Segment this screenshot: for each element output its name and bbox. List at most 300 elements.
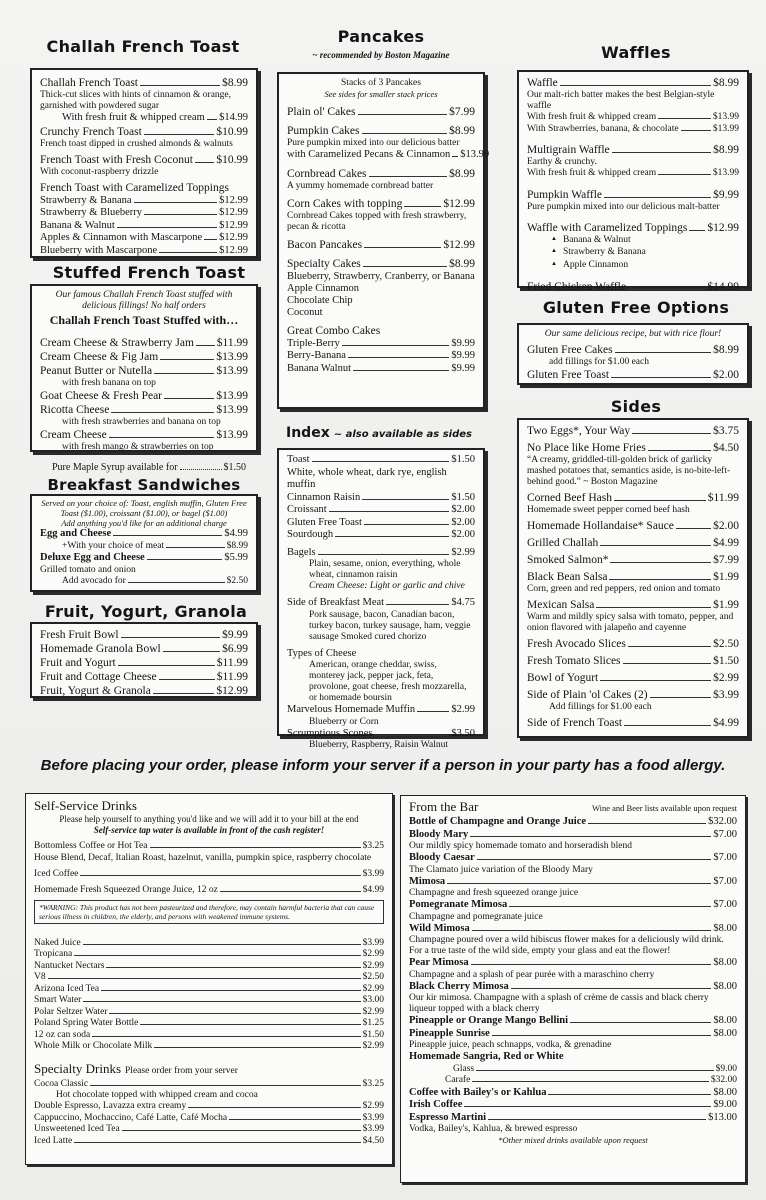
menu-item bbox=[40, 541, 248, 553]
menu-item bbox=[40, 684, 248, 698]
pancakes-box bbox=[277, 72, 490, 409]
dot-leader bbox=[548, 1094, 711, 1095]
menu-item bbox=[40, 153, 248, 167]
item-name: V8 bbox=[34, 972, 46, 982]
item-price: $2.99 bbox=[713, 672, 739, 684]
dot-leader bbox=[90, 1085, 361, 1086]
item-desc: A yummy homemade cornbread batter bbox=[287, 180, 434, 191]
item-name: Types of Cheese bbox=[287, 647, 357, 659]
menu-item bbox=[40, 232, 248, 245]
dot-leader bbox=[80, 875, 360, 876]
menu-item bbox=[34, 1113, 384, 1125]
menu-item bbox=[287, 704, 475, 717]
item-name: Iced Latte bbox=[34, 1135, 73, 1146]
dot-leader bbox=[609, 579, 711, 580]
waffles-box bbox=[517, 70, 749, 293]
item-name: Grilled Challah bbox=[527, 537, 599, 549]
item-desc: Earthy & crunchy. bbox=[527, 157, 597, 167]
item-price: $12.99 bbox=[219, 232, 248, 243]
dot-leader bbox=[477, 859, 712, 860]
bar-title: From the Bar bbox=[409, 799, 479, 814]
menu-item bbox=[287, 363, 475, 376]
dot-leader bbox=[353, 370, 449, 371]
menu-item bbox=[40, 428, 248, 442]
menu-item bbox=[527, 637, 739, 651]
item-desc: Champagne and pomegranate juice bbox=[409, 911, 543, 922]
item-name: No Place like Home Fries bbox=[527, 442, 646, 454]
item-name: Mexican Salsa bbox=[527, 599, 595, 611]
item-name: With fresh fruit & whipped cream bbox=[527, 168, 657, 178]
item-price: $8.99 bbox=[449, 167, 475, 180]
dot-leader bbox=[604, 197, 711, 198]
menu-item bbox=[287, 492, 475, 505]
item-name: Bacon Pancakes bbox=[287, 238, 363, 251]
menu-item bbox=[34, 949, 384, 961]
breakfast-sandwiches-box bbox=[30, 494, 258, 592]
fruit-box bbox=[30, 622, 258, 698]
item-name: Scrumptious Scones bbox=[287, 727, 373, 739]
menu-item bbox=[34, 885, 384, 897]
menu-item bbox=[287, 728, 475, 741]
item-name: Cream Cheese & Fig Jam bbox=[40, 350, 159, 363]
dot-leader bbox=[509, 906, 711, 907]
item-name: Waffle bbox=[527, 77, 558, 89]
item-price: $1.50 bbox=[451, 454, 475, 465]
item-price: $2.99 bbox=[451, 704, 475, 715]
menu-item bbox=[287, 197, 475, 211]
menu-item bbox=[287, 238, 475, 252]
item-price: $2.50 bbox=[226, 575, 248, 586]
menu-item bbox=[287, 504, 475, 517]
item-name: Bowl of Yogurt bbox=[527, 672, 599, 684]
item-price: $2.99 bbox=[362, 1101, 384, 1111]
item-name: Bagels bbox=[287, 546, 316, 558]
item-price: $12.99 bbox=[443, 238, 475, 251]
item-name: Wild Mimosa bbox=[409, 922, 470, 934]
item-name: Whole Milk or Chocolate Milk bbox=[34, 1041, 153, 1051]
item-price: $12.99 bbox=[219, 244, 248, 256]
menu-item bbox=[40, 670, 248, 684]
item-desc: with fresh mango & strawberries on top bbox=[62, 441, 214, 452]
item-name: French Toast with Caramelized Toppings bbox=[40, 181, 229, 194]
item-name: Bottle of Champagne and Orange Juice bbox=[409, 816, 587, 827]
spacer bbox=[527, 272, 739, 280]
dot-leader bbox=[48, 978, 361, 979]
menu-item bbox=[34, 961, 384, 973]
dot-leader bbox=[83, 1001, 360, 1002]
menu-item bbox=[34, 995, 384, 1007]
item-price: $1.25 bbox=[362, 1018, 384, 1028]
item-desc: Champagne and fresh squeezed orange juice bbox=[409, 888, 579, 898]
item-name: Tropicana bbox=[34, 949, 73, 959]
dot-leader bbox=[358, 114, 448, 115]
item-name: with Caramelized Pecans & Cinnamon bbox=[287, 149, 451, 160]
item-name: Toast bbox=[287, 454, 310, 465]
menu-item bbox=[527, 280, 739, 294]
menu-item bbox=[409, 1099, 737, 1112]
item-name: Waffle with Caramelized Toppings bbox=[527, 221, 688, 234]
item-desc: The Clamato juice variation of the Bloody Mary bbox=[409, 864, 593, 875]
item-desc: Thick-cut slices with hints of cinnamon & orange, garnished with powdered sugar bbox=[40, 90, 232, 111]
item-name: Fruit and Cottage Cheese bbox=[40, 671, 157, 683]
item-name: Gluten Free Toast bbox=[287, 516, 362, 528]
dot-leader bbox=[74, 1142, 360, 1143]
item-name: Strawberry & Blueberry bbox=[40, 207, 143, 218]
item-price: $3.50 bbox=[451, 727, 475, 739]
item-desc: add fillings for $1.00 each bbox=[549, 356, 649, 367]
dot-leader bbox=[470, 836, 711, 837]
dot-leader bbox=[342, 345, 450, 346]
pancakes-note-2: See sides for smaller stack prices bbox=[324, 89, 438, 99]
item-name: Deluxe Egg and Cheese bbox=[40, 552, 145, 564]
item-name: Mimosa bbox=[409, 875, 446, 887]
dot-leader bbox=[362, 133, 448, 134]
item-price: $10.99 bbox=[216, 153, 248, 166]
item-price: $8.99 bbox=[449, 257, 475, 270]
item-name: Strawberry & Banana bbox=[40, 194, 132, 206]
item-price: $13.99 bbox=[712, 112, 739, 122]
item-name: Pineapple Sunrise bbox=[409, 1027, 490, 1039]
dot-leader bbox=[588, 823, 706, 824]
item-desc: Plain, sesame, onion, everything, whole wheat, cinnamon raisin bbox=[309, 559, 461, 580]
menu-item bbox=[527, 441, 739, 455]
item-price: $3.75 bbox=[713, 425, 739, 437]
item-desc: Champagne and a splash of pear purée with a maraschino cherry bbox=[409, 969, 655, 980]
item-name: Unsweetened Iced Tea bbox=[34, 1124, 120, 1134]
item-desc: Vodka, Bailey's, Kahlua, & brewed espresso bbox=[409, 1124, 578, 1134]
breakfast-sandwiches-title: Breakfast Sandwiches bbox=[47, 476, 241, 494]
dot-leader bbox=[570, 1022, 711, 1023]
item-price: $3.99 bbox=[362, 868, 384, 879]
item-name: Fruit, Yogurt & Granola bbox=[40, 685, 151, 697]
dot-leader bbox=[447, 883, 711, 884]
item-name: Pumpkin Waffle bbox=[527, 188, 602, 201]
menu-item: Coconut bbox=[287, 306, 323, 318]
dot-leader bbox=[417, 711, 449, 712]
menu-item bbox=[287, 167, 475, 181]
menu-item bbox=[527, 570, 739, 584]
pancakes-note: Stacks of 3 Pancakes bbox=[341, 78, 421, 88]
sides-title: Sides bbox=[610, 397, 662, 416]
item-name: Naked Juice bbox=[34, 937, 81, 948]
item-price: $3.99 bbox=[362, 937, 384, 948]
item-desc: French toast dipped in crushed almonds & walnuts bbox=[40, 138, 233, 149]
dot-leader bbox=[154, 373, 214, 374]
item-price: $8.00 bbox=[713, 922, 737, 934]
item-price: $2.99 bbox=[362, 983, 384, 994]
item-desc: Blueberry or Corn bbox=[309, 716, 379, 727]
menu-item bbox=[409, 1051, 737, 1064]
item-price: $32.00 bbox=[708, 816, 737, 827]
item-price: $8.99 bbox=[226, 540, 248, 551]
dot-leader bbox=[196, 345, 215, 346]
menu-item bbox=[40, 181, 248, 195]
item-name: Homemade Hollandaise* Sauce bbox=[527, 520, 674, 532]
specialty-title: Specialty Drinks bbox=[34, 1060, 122, 1076]
dot-leader bbox=[464, 1106, 711, 1107]
menu-item bbox=[527, 598, 739, 612]
gluten-free-note: Our same delicious recipe, but with rice flour! bbox=[544, 329, 722, 339]
menu-item bbox=[409, 1075, 737, 1087]
item-name: Cinnamon Raisin bbox=[287, 491, 361, 503]
menu-item bbox=[287, 648, 475, 661]
item-price: $3.99 bbox=[362, 1112, 384, 1123]
dot-leader bbox=[632, 433, 711, 434]
index-box bbox=[277, 448, 485, 750]
menu-item bbox=[409, 1028, 737, 1041]
menu-item bbox=[527, 424, 739, 438]
dot-leader bbox=[404, 206, 441, 207]
index-title bbox=[286, 424, 472, 442]
item-price: $1.99 bbox=[713, 571, 739, 583]
item-price: $12.99 bbox=[443, 197, 475, 210]
item-price: $14.99 bbox=[707, 281, 739, 293]
item-desc: Pure pumpkin mixed into our delicious malt-batter bbox=[527, 201, 720, 212]
bar-heading bbox=[409, 799, 737, 816]
item-price: $1.99 bbox=[713, 599, 739, 611]
item-price: $2.00 bbox=[713, 520, 739, 532]
menu-item bbox=[527, 671, 739, 685]
dot-leader bbox=[147, 559, 223, 560]
menu-item bbox=[287, 124, 475, 138]
menu-item bbox=[527, 221, 739, 235]
item-name: Irish Coffee bbox=[409, 1099, 463, 1110]
menu-item bbox=[40, 76, 248, 90]
item-price: $12.99 bbox=[219, 219, 248, 231]
dot-leader bbox=[348, 357, 449, 358]
dot-leader bbox=[160, 359, 214, 360]
item-price: $13.99 bbox=[712, 123, 739, 134]
item-price: $2.99 bbox=[362, 949, 384, 959]
item-name: Ricotta Cheese bbox=[40, 403, 110, 416]
menu-item bbox=[34, 1018, 384, 1030]
item-price: $11.99 bbox=[216, 657, 248, 669]
allergy-notice: Before placing your order, please inform your server if a person in your party has a food allergy. bbox=[40, 757, 726, 774]
item-name: With fresh fruit & whipped cream bbox=[527, 112, 657, 122]
item-desc: Our kir mimosa. Champagne with a splash of crème de cassis and black cherry liqueur topped with a black cherry bbox=[409, 993, 709, 1014]
menu-item bbox=[527, 368, 739, 382]
item-price: $3.00 bbox=[362, 995, 384, 1005]
spacer bbox=[527, 180, 739, 188]
item-price: $1.50 bbox=[713, 655, 739, 667]
menu-item bbox=[34, 869, 384, 881]
menu-item bbox=[527, 143, 739, 157]
item-price: $4.50 bbox=[713, 442, 739, 454]
dot-leader bbox=[159, 252, 217, 253]
dot-leader bbox=[681, 130, 711, 131]
item-name: Black Cherry Mimosa bbox=[409, 980, 509, 992]
item-name: 12 oz can soda bbox=[34, 1029, 91, 1040]
dot-leader bbox=[614, 500, 706, 501]
menu-item bbox=[527, 491, 739, 505]
item-price: $2.99 bbox=[362, 960, 384, 971]
menu-item: Chocolate Chip bbox=[287, 294, 353, 306]
bar-note: Wine and Beer lists available upon request bbox=[591, 803, 737, 813]
item-price: $13.99 bbox=[460, 149, 490, 160]
dot-leader bbox=[612, 152, 711, 153]
menu-item: Apple Cinnamon bbox=[287, 282, 360, 294]
menu-item bbox=[527, 553, 739, 567]
item-name: Fruit and Yogurt bbox=[40, 657, 116, 669]
dot-leader bbox=[164, 398, 214, 399]
menu-item bbox=[409, 876, 737, 889]
menu-item bbox=[40, 364, 248, 378]
menu-item bbox=[40, 628, 248, 642]
item-price: $4.99 bbox=[713, 717, 739, 729]
dot-leader bbox=[362, 499, 449, 500]
menu-item bbox=[40, 195, 248, 208]
dot-leader bbox=[318, 554, 450, 555]
dot-leader bbox=[615, 352, 712, 353]
menu-item bbox=[409, 923, 737, 936]
menu-item: ▲ Apple Cinnamon bbox=[527, 260, 739, 273]
item-name: Fresh Fruit Bowl bbox=[40, 629, 119, 641]
fruit-title: Fruit, Yogurt, Granola bbox=[44, 602, 248, 621]
menu-item: ▲ Banana & Walnut bbox=[527, 235, 739, 248]
sandwich-note-2: Add anything you'd like for an additional charge bbox=[61, 517, 227, 528]
dot-leader bbox=[374, 735, 449, 736]
item-desc: Our mildly spicy homemade tomato and horseradish blend bbox=[409, 841, 632, 851]
item-price: $13.99 bbox=[712, 168, 739, 178]
dot-leader bbox=[648, 450, 711, 451]
item-price: $1.50 bbox=[451, 491, 475, 503]
item-name: Corned Beef Hash bbox=[527, 492, 612, 504]
dot-leader bbox=[188, 1107, 360, 1108]
menu-item bbox=[287, 350, 475, 363]
dot-leader bbox=[140, 85, 220, 86]
item-price: $9.99 bbox=[451, 337, 475, 349]
item-desc: Champagne poured over a wild hibiscus flower makes for a deliciously wild drink. For a true taste of the wild side, empty your glass and eat the flower! bbox=[409, 935, 724, 956]
dot-leader bbox=[109, 437, 215, 438]
specialty-note: Please order from your server bbox=[125, 1065, 238, 1076]
item-desc: Add fillings for $1.00 each bbox=[549, 702, 652, 712]
item-price: $14.99 bbox=[219, 112, 248, 123]
dot-leader bbox=[650, 697, 712, 698]
item-price: $9.99 bbox=[451, 350, 475, 361]
item-price: $13.99 bbox=[216, 389, 248, 402]
item-name: Goat Cheese & Fresh Pear bbox=[40, 389, 162, 402]
dot-leader bbox=[628, 289, 705, 290]
item-price: $32.00 bbox=[710, 1075, 737, 1085]
menu-item bbox=[40, 552, 248, 565]
menu-item bbox=[34, 1101, 384, 1113]
item-price: $2.99 bbox=[451, 546, 475, 558]
dot-leader bbox=[122, 1130, 361, 1131]
dot-leader bbox=[204, 239, 217, 240]
item-price: $13.99 bbox=[216, 364, 248, 377]
dot-leader bbox=[153, 693, 215, 694]
dot-leader bbox=[207, 119, 217, 120]
item-name: Apples & Cinnamon with Mascarpone bbox=[40, 232, 203, 243]
item-price: $13.00 bbox=[708, 1111, 737, 1123]
item-price: $7.99 bbox=[713, 554, 739, 566]
dot-leader bbox=[658, 118, 711, 119]
menu-item bbox=[40, 336, 248, 350]
pancakes-title: Pancakes bbox=[337, 27, 425, 46]
dot-leader bbox=[369, 176, 448, 177]
spacer bbox=[527, 135, 739, 143]
dot-leader bbox=[113, 535, 222, 536]
menu-item bbox=[527, 124, 739, 136]
menu-item bbox=[34, 984, 384, 996]
dot-leader bbox=[118, 665, 215, 666]
item-desc: Pork sausage, bacon, Canadian bacon, turkey bacon, turkey sausage, ham, veggie sausage Smoked cured chorizo bbox=[309, 609, 471, 642]
sides-box bbox=[517, 418, 749, 738]
item-name: Side of Plain 'ol Cakes (2) bbox=[527, 689, 648, 701]
item-name: Coffee with Bailey's or Kahlua bbox=[409, 1086, 547, 1098]
dot-leader bbox=[600, 680, 711, 681]
dot-leader bbox=[128, 582, 225, 583]
item-name: Double Espresso, Lavazza extra creamy bbox=[34, 1101, 187, 1111]
menu-item bbox=[287, 338, 475, 351]
item-price: $5.99 bbox=[224, 552, 248, 564]
menu-item bbox=[287, 529, 475, 542]
item-desc: Hot chocolate topped with whipped cream and cocoa bbox=[56, 1090, 258, 1100]
item-price: $2.99 bbox=[362, 1041, 384, 1051]
item-desc: “A creamy, griddled-till-golden brick of garlicky mashed potatoes that, semantics aside, is no-bite-left-behind good.” ~ Boston Magazine bbox=[527, 455, 731, 487]
menu-item bbox=[34, 1079, 384, 1091]
item-name: Egg and Cheese bbox=[40, 528, 112, 540]
dot-leader bbox=[476, 1070, 714, 1071]
menu-item bbox=[527, 536, 739, 550]
menu-item: White, whole wheat, dark rye, english muffin bbox=[287, 466, 447, 490]
item-price: $1.50 bbox=[362, 1029, 384, 1040]
spacer bbox=[40, 328, 248, 336]
menu-item bbox=[527, 654, 739, 668]
item-price: $6.99 bbox=[222, 643, 248, 655]
item-price: $7.00 bbox=[713, 899, 737, 910]
menu-item bbox=[287, 324, 475, 338]
dot-leader bbox=[329, 511, 450, 512]
menu-item bbox=[34, 841, 384, 853]
item-price: $8.99 bbox=[449, 125, 475, 137]
menu-item bbox=[409, 899, 737, 912]
item-price: $7.99 bbox=[449, 106, 475, 118]
dot-leader bbox=[364, 524, 449, 525]
dot-leader bbox=[335, 536, 449, 537]
dot-leader bbox=[386, 604, 449, 605]
item-name: Cornbread Cakes bbox=[287, 167, 367, 180]
dot-leader bbox=[611, 377, 711, 378]
item-name: French Toast with Fresh Coconut bbox=[40, 153, 193, 166]
item-name: Carafe bbox=[445, 1075, 471, 1085]
drinks-note-2: Self-service tap water is available in front of the cash register! bbox=[93, 825, 325, 835]
item-price: $9.99 bbox=[222, 629, 248, 641]
gluten-free-title: Gluten Free Options bbox=[542, 298, 730, 317]
item-price: $8.99 bbox=[713, 77, 739, 89]
menu-item bbox=[527, 519, 739, 533]
item-price: $1.50 bbox=[223, 462, 246, 473]
dot-leader bbox=[121, 637, 221, 638]
index-title-text: Index bbox=[286, 425, 330, 441]
item-price: $8.00 bbox=[713, 980, 737, 992]
item-price: $9.99 bbox=[451, 362, 475, 374]
menu-item bbox=[287, 517, 475, 530]
menu-item bbox=[287, 105, 475, 119]
item-price: $11.99 bbox=[707, 492, 739, 504]
item-name: Corn Cakes with topping bbox=[287, 197, 403, 210]
item-price: $13.99 bbox=[216, 350, 248, 363]
maple-syrup-note bbox=[52, 462, 246, 475]
item-price: $7.00 bbox=[713, 828, 737, 840]
menu-item bbox=[287, 257, 475, 271]
item-price: $8.99 bbox=[713, 343, 739, 356]
item-desc: Blueberry, Raspberry, Raisin Walnut bbox=[309, 740, 448, 750]
bar-box bbox=[400, 795, 746, 1183]
menu-item bbox=[40, 403, 248, 417]
item-desc: American, orange cheddar, swiss, monterey jack, pepper jack, feta, provolone, goat cheese, fresh mozzarella, or homemade boursin bbox=[309, 660, 467, 703]
menu-item bbox=[34, 1124, 384, 1136]
